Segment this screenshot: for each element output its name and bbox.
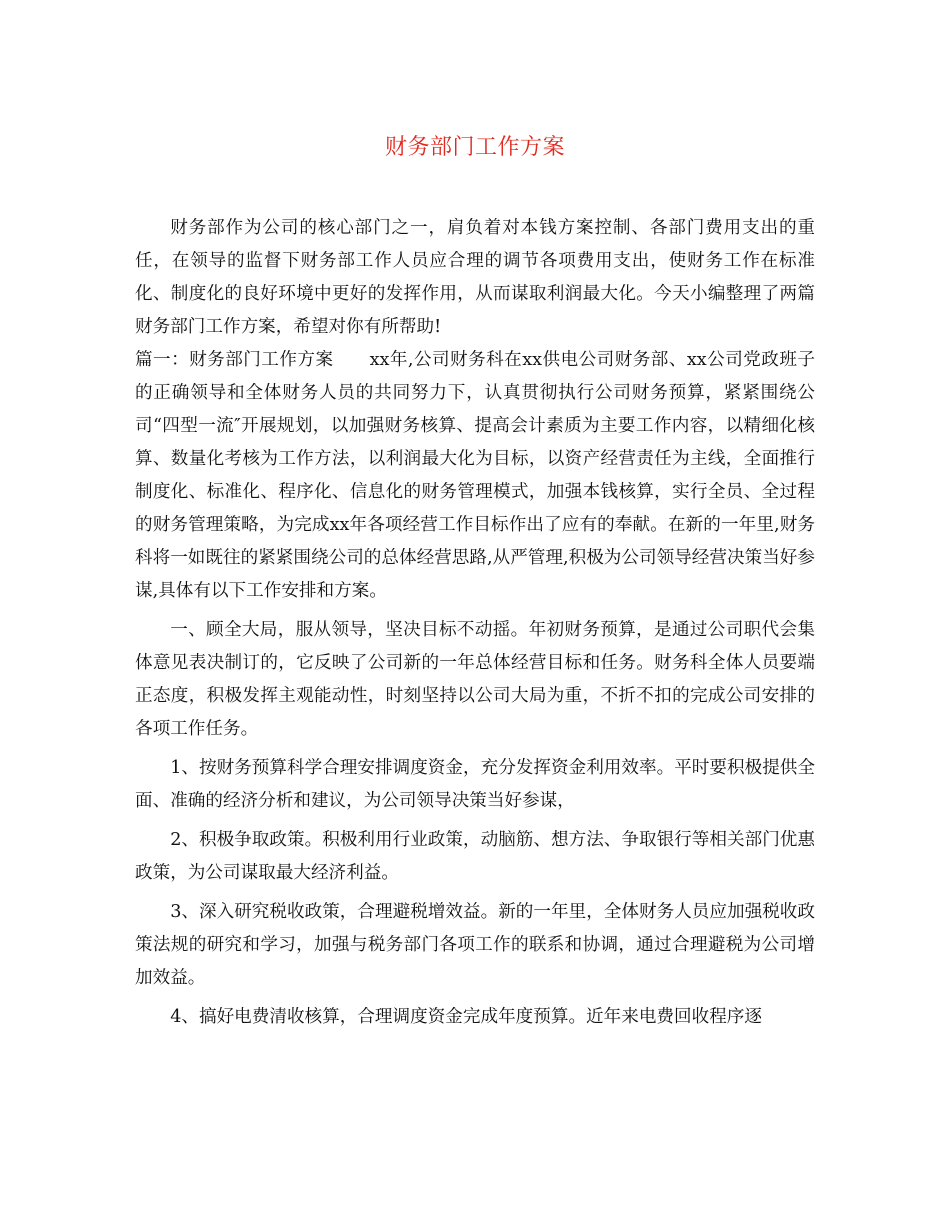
document-title: 财务部门工作方案 [384,135,565,160]
item-2-paragraph: 2、积极争取政策。积极利用行业政策，动脑筋、想方法、争取银行等相关部门优惠政策，为公司谋取最大经济利益。 [135,830,815,883]
item-3-paragraph: 3、深入研究税收政策，合理避税增效益。新的一年里，全体财务人员应加强税收政策法规的研究和学习，加强与税务部门各项工作的联系和协调，通过合理避税为公司增加效益。 [135,902,815,988]
intro-paragraph: 财务部作为公司的核心部门之一，肩负着对本钱方案控制、各部门费用支出的重任，在领导的监督下财务部工作人员应合理的调节各项费用支出，使财务工作在标准化、制度化的良好环境中更好的发挥作用，从而谋取利润最大化。今天小编整理了两篇财务部门工作方案，希望对你有所帮助! [135,218,815,337]
point-one-paragraph: 一、顾全大局，服从领导，坚决目标不动摇。年初财务预算，是通过公司职代会集体意见表决制订的，它反映了公司新的一年总体经营目标和任务。财务科全体人员要端正态度，积极发挥主观能动性，时刻坚持以公司大局为重，不折不扣的完成公司安排的各项工作任务。 [135,620,815,739]
item-4-paragraph: 4、搞好电费清收核算，合理调度资金完成年度预算。近年来电费回收程序逐 [170,1007,762,1027]
document-body [135,212,815,1034]
section-one-paragraph: 篇一：财务部门工作方案 xx年,公司财务科在xx供电公司财务部、xx公司党政班子的正确领导和全体财务人员的共同努力下，认真贯彻执行公司财务预算，紧紧围绕公司“四型一流″开展规划，以加强财务核算、提高会计素质为主要工作内容，以精细化核算、数量化考核为工作方法，以利润最大化为目标，以资产经营责任为主线，全面推行制度化、标准化、程序化、信息化的财务管理模式，加强本钱核算，实行全员、全过程的财务管理策略，为完成xx年各项经营工作目标作出了应有的奉献。在新的一年里,财务科将一如既往的紧紧围绕公司的总体经营思路,从严管理,积极为公司领导经营决策当好参谋,具体有以下工作安排和方案。 [135,350,815,601]
item-1-paragraph: 1、按财务预算科学合理安排调度资金，充分发挥资金利用效率。平时要积极提供全面、准确的经济分析和建议，为公司领导决策当好参谋， [135,758,815,811]
